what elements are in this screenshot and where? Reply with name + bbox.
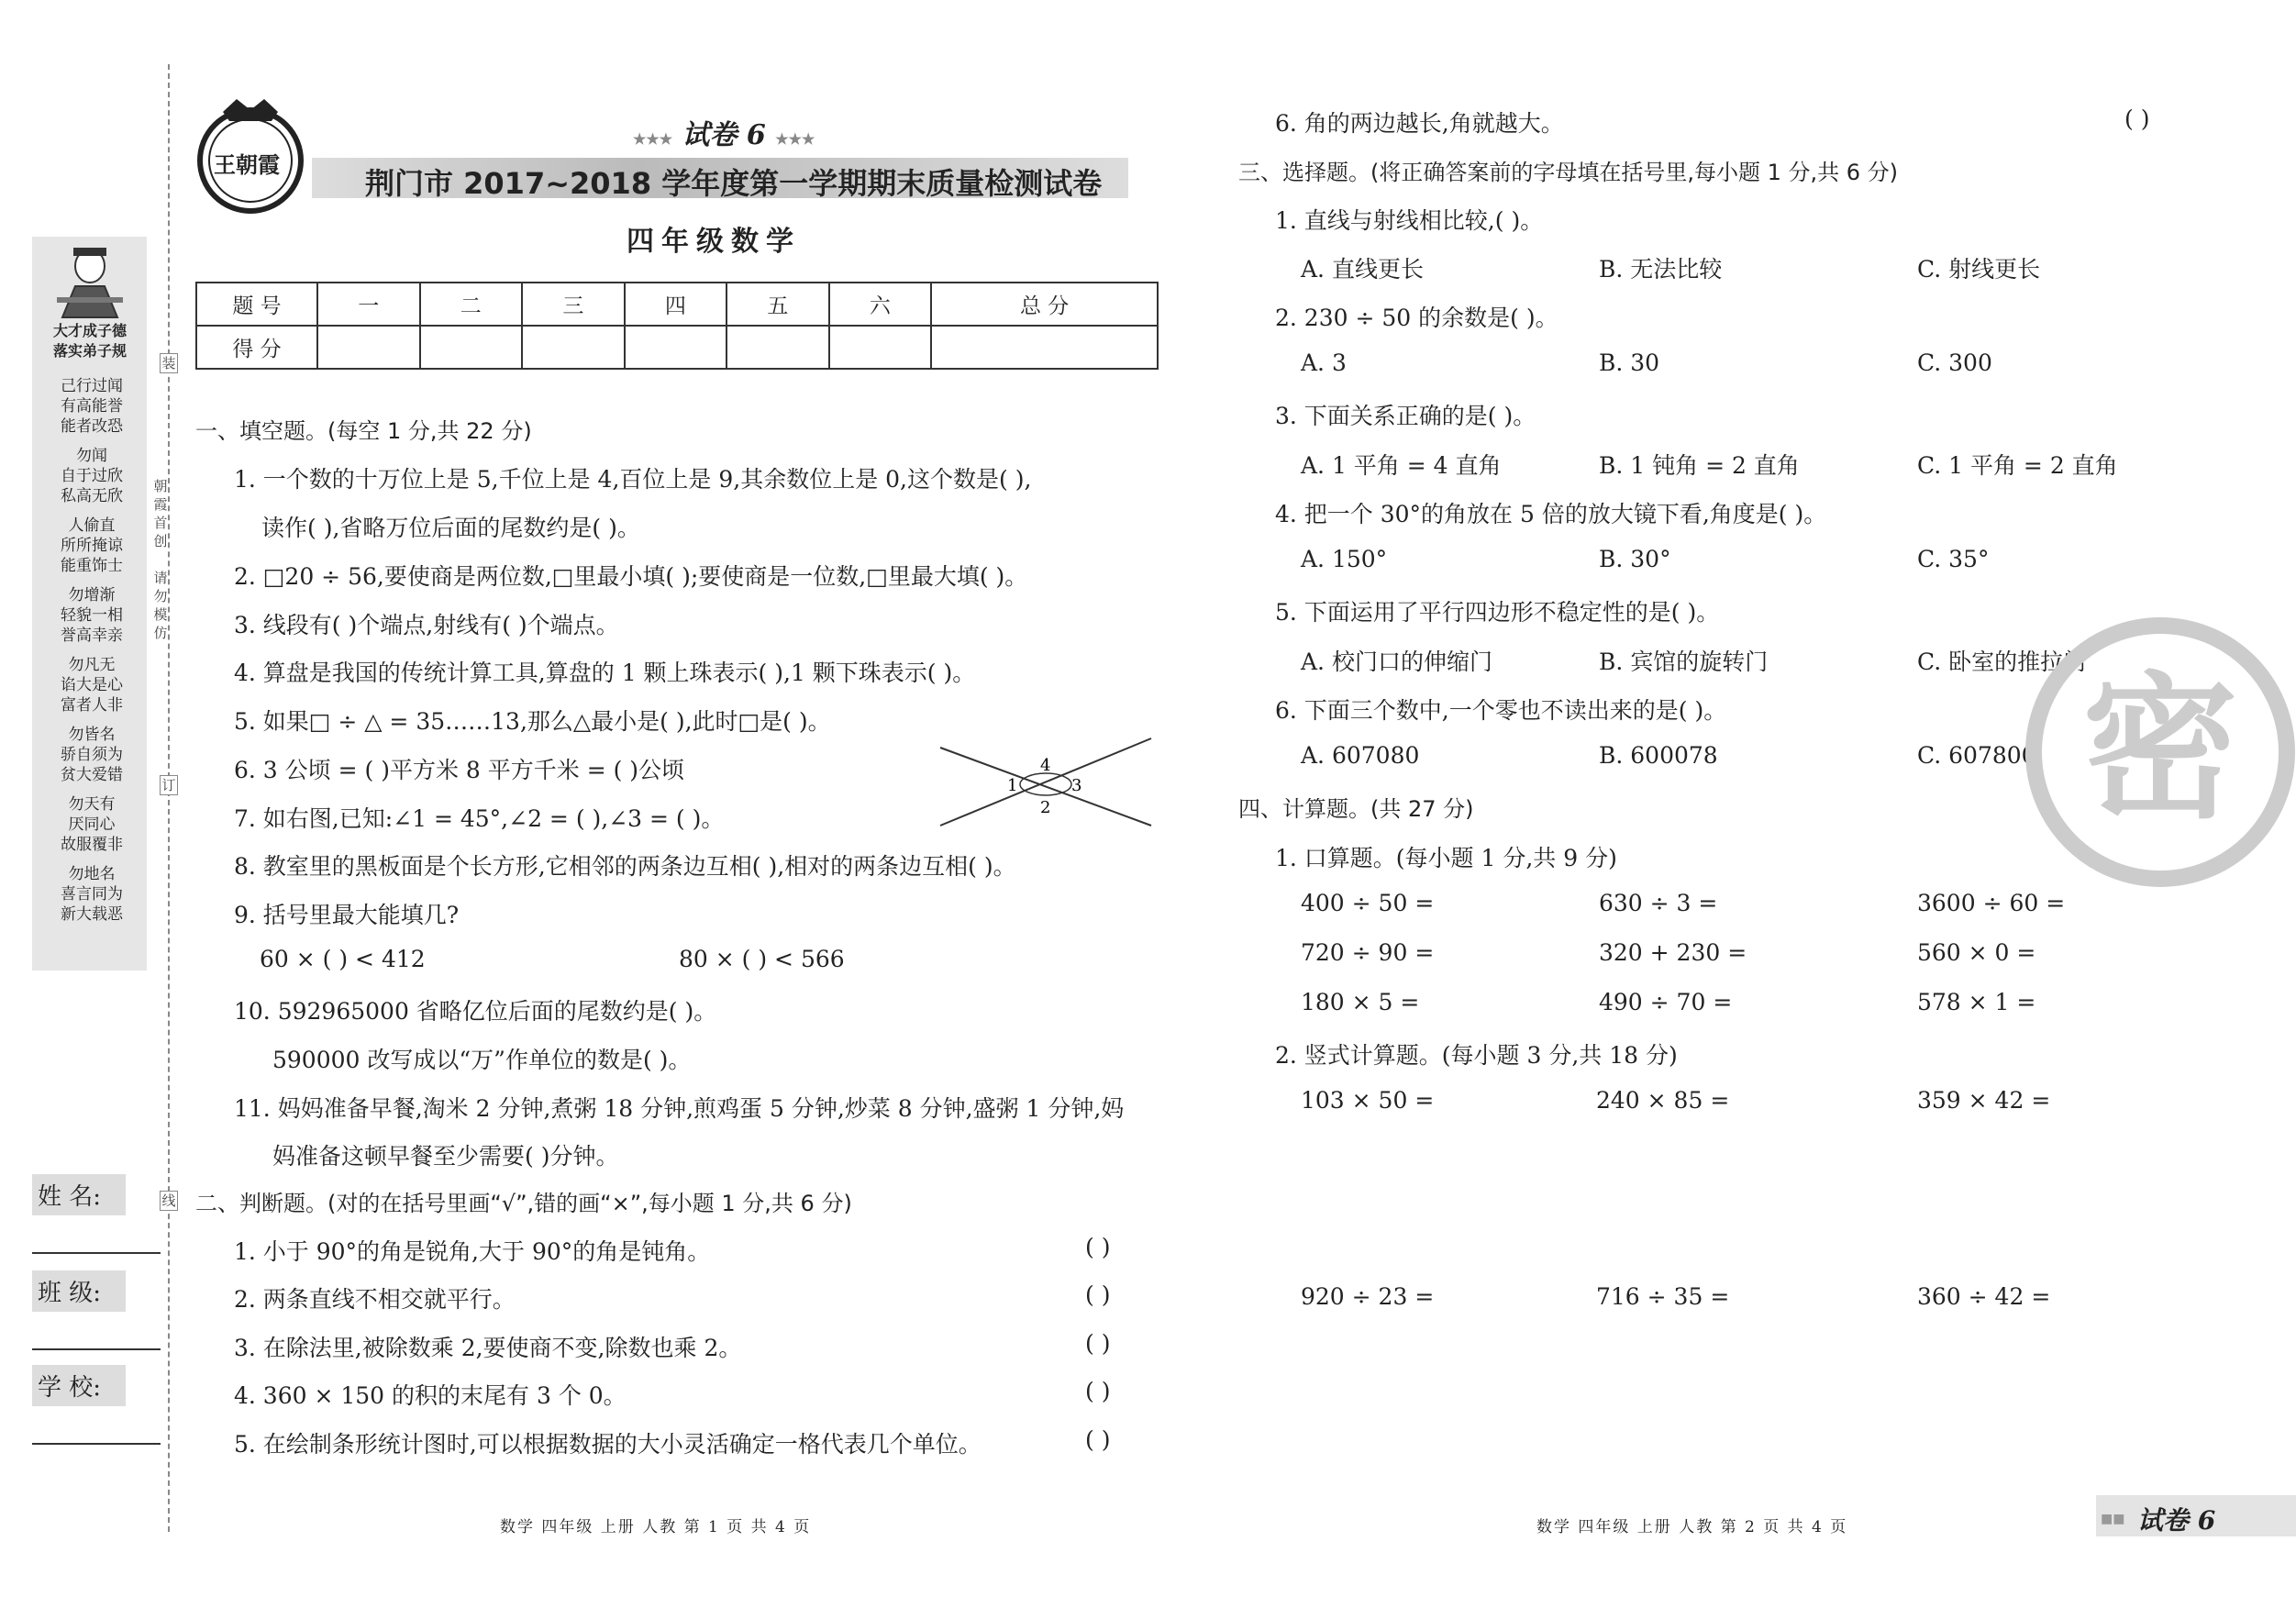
section1-title: 一、填空题。(每空 1 分,共 22 分) <box>195 418 532 444</box>
motto-column-group: 勿凡无 谄大是心 富者人非 <box>61 656 123 715</box>
s3-q5-c[interactable]: C. 卧室的推拉门 <box>1917 649 2087 675</box>
s1-q1-line2: 读作( ),省略万位后面的尾数约是( )。 <box>261 515 640 541</box>
s2-item-5: 5. 在绘制条形统计图时,可以根据数据的大小灵活确定一格代表几个单位。 <box>234 1431 982 1458</box>
s1-q9b: 80 × ( ) < 566 <box>679 946 845 972</box>
s3-q4: 4. 把一个 30°的角放在 5 倍的放大镜下看,角度是( )。 <box>1275 501 1827 527</box>
star-icon: ★★★ <box>775 130 815 148</box>
score-header-cell: 题 号 <box>196 283 317 326</box>
section4-title: 四、计算题。(共 27 分) <box>1238 796 1474 822</box>
score-cell[interactable] <box>727 326 829 369</box>
s2-answer-2[interactable]: ( ) <box>1085 1281 1111 1308</box>
angle-label-4: 4 <box>1040 756 1051 775</box>
s3-q3-a[interactable]: A. 1 平角 = 4 直角 <box>1301 452 1502 479</box>
s2-item-6: 6. 角的两边越长,角就越大。 <box>1275 110 1564 137</box>
motto-column-group: 勿天有 厌同心 故服覆非 <box>61 795 123 854</box>
motto-column-group: 人偷直 所所掩谅 能重饰士 <box>61 516 123 575</box>
logo-text: 王朝霞 <box>214 151 280 178</box>
score-header-cell: 六 <box>829 283 932 326</box>
s3-q2-a[interactable]: A. 3 <box>1301 349 1347 376</box>
s1-q3: 3. 线段有( )个端点,射线有( )个端点。 <box>234 612 619 638</box>
s1-q4: 4. 算盘是我国的传统计算工具,算盘的 1 颗上珠表示( ),1 颗下珠表示( )。 <box>234 660 976 686</box>
oral-1-2: 630 ÷ 3 = <box>1599 890 1718 916</box>
motto-top-line: 大才成子德 <box>52 322 127 339</box>
exam-title: 荆门市 2017~2018 学年度第一学期期末质量检测试卷 <box>365 166 1103 201</box>
s3-q1-c[interactable]: C. 射线更长 <box>1917 256 2041 283</box>
s1-q11-line2: 妈准备这顿早餐至少需要( )分钟。 <box>272 1143 619 1170</box>
class-underline <box>32 1312 161 1350</box>
angle-label-1: 1 <box>1007 776 1018 795</box>
vertical-1-2: 240 × 85 = <box>1596 1087 1730 1114</box>
s3-q6-c[interactable]: C. 607800 <box>1917 742 2036 769</box>
cut-label-1: 装 <box>160 353 178 373</box>
s1-q11-line1: 11. 妈妈准备早餐,淘米 2 分钟,煮粥 18 分钟,煎鸡蛋 5 分钟,炒菜 8 分钟,盛粥 1 分钟,妈 <box>234 1095 1125 1122</box>
sidebar-motto-grid <box>41 376 142 925</box>
score-cell[interactable] <box>420 326 523 369</box>
score-cell[interactable] <box>829 326 932 369</box>
score-table <box>195 282 1159 370</box>
motto-column-group: 己行过闻 有高能誉 能者改恐 <box>61 377 123 436</box>
side-note-2: 请勿模仿 <box>153 570 168 641</box>
score-header-cell: 五 <box>727 283 829 326</box>
score-table-header-row <box>196 283 1158 326</box>
s3-q3-c[interactable]: C. 1 平角 = 2 直角 <box>1917 452 2118 479</box>
s3-q4-c[interactable]: C. 35° <box>1917 546 1990 572</box>
angle-label-3: 3 <box>1071 776 1082 795</box>
side-note-1: 朝霞首创 <box>153 478 168 549</box>
s1-q8: 8. 教室里的黑板面是个长方形,它相邻的两条边互相( ),相对的两条边互相( )。 <box>234 853 1016 880</box>
class-label: 班 级: <box>32 1270 126 1312</box>
footer-right: 数学 四年级 上册 人教 第 2 页 共 4 页 <box>1536 1518 1848 1536</box>
s3-q5-b[interactable]: B. 宾馆的旋转门 <box>1599 649 1769 675</box>
oral-3-1: 180 × 5 = <box>1301 989 1420 1015</box>
s3-q6-b[interactable]: B. 600078 <box>1599 742 1718 769</box>
oral-1-1: 400 ÷ 50 = <box>1301 890 1435 916</box>
vertical-2-2: 716 ÷ 35 = <box>1596 1283 1730 1310</box>
vertical-1-1: 103 × 50 = <box>1301 1087 1435 1114</box>
s3-q6: 6. 下面三个数中,一个零也不读出来的是( )。 <box>1275 697 1727 724</box>
name-underline <box>32 1215 161 1254</box>
s2-answer-4[interactable]: ( ) <box>1085 1378 1111 1404</box>
motto-column-group: 勿闻 自于过欣 私高无欣 <box>61 447 123 505</box>
angle-label-2: 2 <box>1040 798 1051 817</box>
sidebar-figure <box>48 246 132 319</box>
score-header-cell: 总 分 <box>931 283 1158 326</box>
score-cell[interactable] <box>522 326 625 369</box>
s1-q1-line1: 1. 一个数的十万位上是 5,千位上是 4,百位上是 9,其余数位上是 0,这个数是( ), <box>234 466 1032 493</box>
s1-q9a: 60 × ( ) < 412 <box>260 946 426 972</box>
motto-column-group: 勿增渐 轻貌一相 誉高幸亲 <box>61 586 123 645</box>
oral-1-3: 3600 ÷ 60 = <box>1917 890 2066 916</box>
s2-answer-6[interactable]: ( ) <box>2124 105 2150 132</box>
s2-item-4: 4. 360 × 150 的积的末尾有 3 个 0。 <box>234 1382 627 1409</box>
motto-top-line: 落实弟子规 <box>52 342 127 360</box>
s3-q1: 1. 直线与射线相比较,( )。 <box>1275 207 1544 234</box>
s2-answer-1[interactable]: ( ) <box>1085 1234 1111 1260</box>
footer-tag-text: 试卷 6 <box>2137 1505 2216 1536</box>
score-header-cell: 二 <box>420 283 523 326</box>
school-label: 学 校: <box>32 1365 126 1406</box>
school-field[interactable] <box>32 1365 161 1445</box>
s3-q4-b[interactable]: B. 30° <box>1599 546 1671 572</box>
score-row-label: 得 分 <box>196 326 317 369</box>
oral-2-2: 320 + 230 = <box>1599 939 1747 966</box>
s2-answer-3[interactable]: ( ) <box>1085 1330 1111 1357</box>
s1-q9: 9. 括号里最大能填几? <box>234 902 460 928</box>
s4-sub1: 1. 口算题。(每小题 1 分,共 9 分) <box>1275 845 1617 871</box>
s3-q5-a[interactable]: A. 校门口的伸缩门 <box>1301 649 1492 675</box>
s2-answer-5[interactable]: ( ) <box>1085 1426 1111 1453</box>
binding-dashed-line <box>168 64 170 1532</box>
name-field[interactable] <box>32 1174 161 1254</box>
score-header-cell: 一 <box>317 283 420 326</box>
stamp-text: 密 <box>2081 659 2239 840</box>
s3-q1-b[interactable]: B. 无法比较 <box>1599 256 1723 283</box>
score-cell[interactable] <box>317 326 420 369</box>
s3-q3-b[interactable]: B. 1 钝角 = 2 直角 <box>1599 452 1800 479</box>
s3-q2-c[interactable]: C. 300 <box>1917 349 1992 376</box>
angle-diagram <box>936 734 1156 835</box>
s1-q2: 2. □20 ÷ 56,要使商是两位数,□里最小填( );要使商是一位数,□里最大填( )。 <box>234 563 1028 590</box>
s3-q5: 5. 下面运用了平行四边形不稳定性的是( )。 <box>1275 599 1720 626</box>
s1-q10-line1: 10. 592965000 省略亿位后面的尾数约是( )。 <box>234 998 717 1025</box>
s3-q2: 2. 230 ÷ 50 的余数是( )。 <box>1275 305 1558 331</box>
name-label: 姓 名: <box>32 1174 126 1215</box>
oral-2-3: 560 × 0 = <box>1917 939 2036 966</box>
s1-q7: 7. 如右图,已知:∠1 = 45°,∠2 = ( ),∠3 = ( )。 <box>234 805 725 832</box>
badge-text: 试卷 6 <box>682 119 766 151</box>
score-cell[interactable] <box>931 326 1158 369</box>
s3-q2-b[interactable]: B. 30 <box>1599 349 1660 376</box>
section3-title: 三、选择题。(将正确答案前的字母填在括号里,每小题 1 分,共 6 分) <box>1238 160 1899 185</box>
s3-q1-a[interactable]: A. 直线更长 <box>1301 256 1424 283</box>
oral-3-3: 578 × 1 = <box>1917 989 2036 1015</box>
vertical-1-3: 359 × 42 = <box>1917 1087 2051 1114</box>
section2-title: 二、判断题。(对的在括号里画“√”,错的画“×”,每小题 1 分,共 6 分) <box>195 1191 852 1216</box>
s4-sub2: 2. 竖式计算题。(每小题 3 分,共 18 分) <box>1275 1042 1678 1069</box>
s1-q6: 6. 3 公顷 = ( )平方米 8 平方千米 = ( )公顷 <box>234 757 685 783</box>
cut-label-3: 线 <box>160 1191 178 1211</box>
score-table-score-row <box>196 326 1158 369</box>
s2-item-2: 2. 两条直线不相交就平行。 <box>234 1286 516 1313</box>
vertical-2-3: 360 ÷ 42 = <box>1917 1283 2051 1310</box>
vertical-2-1: 920 ÷ 23 = <box>1301 1283 1435 1310</box>
oral-2-1: 720 ÷ 90 = <box>1301 939 1435 966</box>
school-underline <box>32 1406 161 1445</box>
sidebar-motto-top <box>37 321 143 361</box>
oral-3-2: 490 ÷ 70 = <box>1599 989 1733 1015</box>
s2-item-3: 3. 在除法里,被除数乘 2,要使商不变,除数也乘 2。 <box>234 1335 742 1361</box>
score-cell[interactable] <box>625 326 727 369</box>
exam-subtitle: 四年级数学 <box>627 226 801 258</box>
star-icon: ★★★ <box>633 130 673 148</box>
class-field[interactable] <box>32 1270 161 1350</box>
s3-q6-a[interactable]: A. 607080 <box>1301 742 1420 769</box>
footer-tag-dots: ■■ <box>2101 1512 2125 1526</box>
cut-label-2: 订 <box>160 775 178 795</box>
motto-column-group: 勿皆名 骄自须为 贫大爱错 <box>61 726 123 784</box>
s3-q4-a[interactable]: A. 150° <box>1301 546 1388 572</box>
header-badge <box>633 112 815 152</box>
s3-q3: 3. 下面关系正确的是( )。 <box>1275 403 1536 429</box>
s2-item-1: 1. 小于 90°的角是锐角,大于 90°的角是钝角。 <box>234 1238 711 1265</box>
confidential-stamp <box>2023 615 2296 890</box>
motto-column-group: 勿地名 喜言同为 新大载恶 <box>61 865 123 924</box>
s1-q5: 5. 如果□ ÷ △ = 35……13,那么△最小是( ),此时□是( )。 <box>234 708 831 735</box>
score-header-cell: 三 <box>522 283 625 326</box>
footer-left: 数学 四年级 上册 人教 第 1 页 共 4 页 <box>500 1518 812 1536</box>
s1-q10-line2: 590000 改写成以“万”作单位的数是( )。 <box>272 1047 692 1073</box>
score-header-cell: 四 <box>625 283 727 326</box>
